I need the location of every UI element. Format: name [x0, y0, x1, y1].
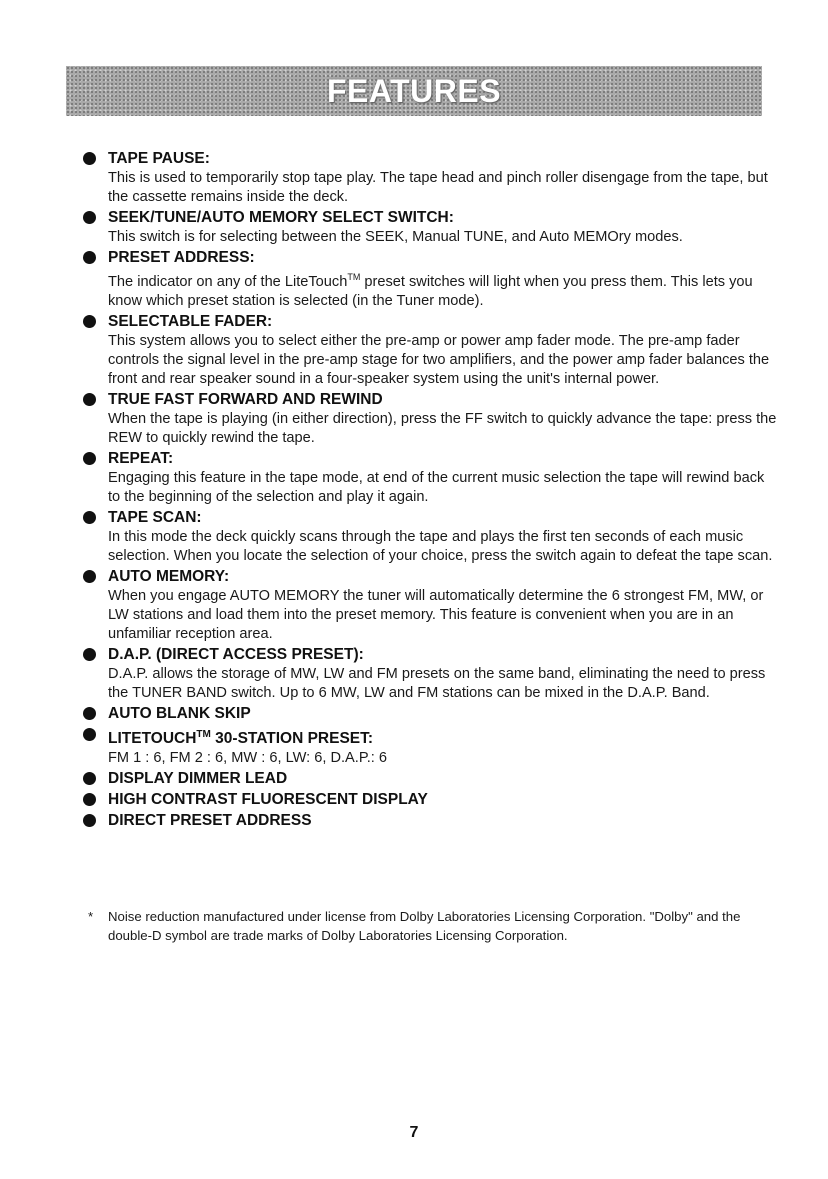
trademark-superscript: TM: [196, 728, 211, 740]
trademark-superscript: TM: [347, 272, 361, 282]
bullet-icon: [83, 152, 96, 165]
feature-item: [80, 448, 780, 507]
bullet-icon: [83, 793, 96, 806]
feature-item: [80, 507, 780, 566]
bullet-icon: [83, 648, 96, 661]
feature-title: D.A.P. (DIRECT ACCESS PRESET):: [108, 645, 364, 663]
desc-text: preset switches will light when you press them. This lets you know which preset station is selected (in the Tuner mode).: [108, 273, 753, 309]
footnote-marker: *: [88, 909, 94, 924]
feature-item: [80, 247, 780, 311]
feature-title: DIRECT PRESET ADDRESS: [108, 812, 312, 830]
title-text: 30-STATION PRESET:: [210, 730, 374, 748]
page-number: 7: [409, 1124, 419, 1141]
feature-title: [108, 724, 780, 749]
bullet-icon: [83, 772, 96, 785]
feature-title: DISPLAY DIMMER LEAD: [108, 770, 288, 788]
feature-description: When the tape is playing (in either direction), press the FF switch to quickly advance the tape: press the REW to quickly rewind the tape.: [108, 410, 777, 446]
feature-description: In this mode the deck quickly scans through the tape and plays the first ten seconds of each music selection. When you locate the selection of your choice, press the switch again to defeat the tape scan.: [108, 528, 773, 564]
feature-description: This system allows you to select either the pre-amp or power amp fader mode. The pre-amp fader controls the signal level in the pre-amp stage for two amplifiers, and the power amp fader balances the front and rear speaker sound in a four-speaker system using the unit's internal power.: [108, 332, 770, 387]
feature-item: [80, 789, 780, 810]
bullet-icon: [83, 707, 96, 720]
feature-description: This switch is for selecting between the SEEK, Manual TUNE, and Auto MEMOry modes.: [108, 229, 683, 245]
feature-title: TAPE PAUSE:: [108, 150, 210, 167]
feature-description: D.A.P. allows the storage of MW, LW and FM presets on the same band, eliminating the need to press the TUNER BAND switch. Up to 6 MW, LW and FM stations can be mixed in the D.A.P. Band.: [108, 665, 766, 701]
page-title: FEATURES: [326, 72, 502, 109]
feature-item: [80, 810, 780, 831]
bullet-icon: [83, 251, 96, 264]
feature-title: AUTO BLANK SKIP: [108, 704, 251, 722]
feature-item: [80, 644, 780, 703]
feature-item: [80, 207, 780, 247]
bullet-icon: [83, 211, 96, 224]
feature-title: AUTO MEMORY:: [108, 567, 230, 585]
bullet-icon: [83, 570, 96, 583]
feature-title: TAPE SCAN:: [108, 508, 202, 526]
feature-title: SELECTABLE FADER:: [108, 312, 273, 330]
feature-description: [108, 268, 780, 311]
feature-title: HIGH CONTRAST FLUORESCENT DISPLAY: [108, 791, 428, 809]
feature-title: SEEK/TUNE/AUTO MEMORY SELECT SWITCH:: [108, 209, 454, 226]
bullet-icon: [83, 728, 96, 741]
feature-description: FM 1 : 6, FM 2 : 6, MW : 6, LW: 6, D.A.P.: 6: [108, 750, 387, 767]
title-text: LITETOUCH: [108, 730, 197, 748]
feature-description: This is used to temporarily stop tape play. The tape head and pinch roller disengage from the tape, but the cassette remains inside the deck.: [108, 170, 768, 205]
bullet-icon: [83, 814, 96, 827]
feature-description: When you engage AUTO MEMORY the tuner will automatically determine the 6 strongest FM, MW, or LW stations and load them into the preset memory. This feature is convenient when you are in an unfamiliar reception area.: [108, 587, 764, 642]
footnote-text: Noise reduction manufactured under license from Dolby Laboratories Licensing Corporation. "Dolby" and the double-D symbol are trade marks of Dolby Laboratories Licensing Corporation.: [108, 909, 741, 943]
feature-item: [80, 724, 780, 768]
feature-item: [80, 311, 780, 389]
feature-title: TRUE FAST FORWARD AND REWIND: [108, 390, 383, 408]
features-banner: [66, 66, 762, 116]
bullet-icon: [83, 452, 96, 465]
feature-title: PRESET ADDRESS:: [108, 249, 255, 266]
desc-text: The indicator on any of the LiteTouch: [108, 273, 348, 290]
feature-item: [80, 148, 780, 207]
feature-item: [80, 768, 780, 789]
bullet-icon: [83, 511, 96, 524]
bullet-icon: [83, 393, 96, 406]
feature-title: REPEAT:: [108, 449, 174, 467]
feature-item: [80, 389, 780, 448]
features-list: [80, 148, 780, 831]
feature-item: [80, 703, 780, 724]
feature-item: [80, 566, 780, 644]
feature-description: Engaging this feature in the tape mode, at end of the current music selection the tape will rewind back to the beginning of the selection and play it again.: [108, 469, 765, 505]
bullet-icon: [83, 315, 96, 328]
